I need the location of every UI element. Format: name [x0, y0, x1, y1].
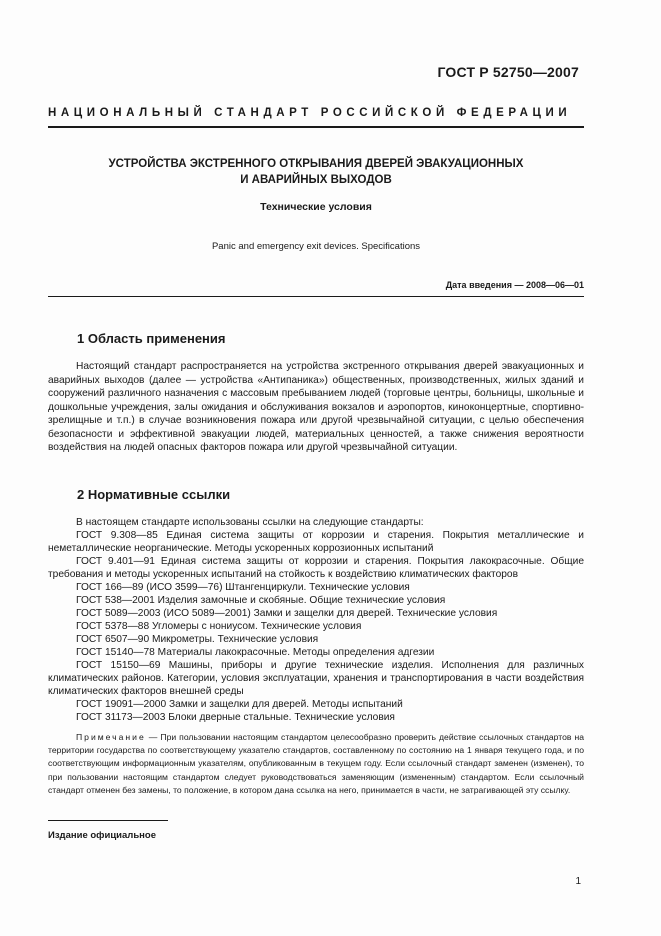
document-number: ГОСТ Р 52750—2007: [437, 64, 579, 80]
reference-item: ГОСТ 31173—2003 Блоки дверные стальные. Технические условия: [76, 712, 395, 723]
section-1-text: Настоящий стандарт распространяется на устройства экстренного открывания дверей эвакуационных и аварийных выходов (далее — устройства «Антипаника») общественных, производственных, жилых зданий и сооружений различного назначения с массовым пребыванием людей (торговые центры, больницы, школьные и дошкольные учреждения, залы ожидания и обслуживания вокзалов и аэропортов, киноконцертные, спортивно-зрелищные и т.п.) в случае возникновения пожара или другой чрезвычайной ситуации, с целью обеспечения безопасности и эффективной эвакуации людей, материальных ценностей, а также снижения вероятности воздействия на людей опасных факторов пожара или другой чрезвычайной ситуации.: [48, 361, 584, 453]
note-label: Примечание: [76, 732, 146, 742]
official-edition-label: Издание официальное: [48, 830, 156, 841]
section-1-heading: 1 Область применения: [77, 331, 226, 346]
reference-item: ГОСТ 15150—69 Машины, приборы и другие технические изделия. Исполнения для различных климатических районов. Категории, условия эксплуатации, хранения и транспортирования в части воздействия климатических факторов внешней среды: [48, 660, 584, 697]
introduction-date: Дата введения — 2008—06—01: [445, 280, 584, 290]
reference-item: ГОСТ 6507—90 Микрометры. Технические условия: [76, 634, 319, 645]
date-rule: [48, 296, 584, 297]
reference-item: ГОСТ 19091—2000 Замки и защелки для дверей. Методы испытаний: [76, 699, 403, 710]
english-title: Panic and emergency exit devices. Specifications: [211, 241, 421, 252]
footer-rule: [48, 820, 168, 821]
reference-item: ГОСТ 9.308—85 Единая система защиты от коррозии и старения. Покрытия металлические и неметаллические неорганические. Методы ускоренных коррозионных испытаний: [48, 530, 584, 554]
reference-item: ГОСТ 166—89 (ИСО 3599—76) Штангенциркули. Технические условия: [76, 582, 410, 593]
references-list: [48, 516, 584, 724]
section-1-paragraph: [48, 360, 584, 455]
document-title: [48, 156, 584, 188]
reference-item: ГОСТ 538—2001 Изделия замочные и скобяные. Общие технические условия: [76, 595, 446, 606]
header-rule: [48, 126, 584, 128]
note-text: — При пользовании настоящим стандартом целесообразно проверить действие ссылочных стандартов на территории государства по соответствующему указателю стандартов, составленному по состоянию на 1 января текущего года, и по соответствующим информационным указателям, опубликованным в текущем году. Если ссылочный стандарт заменен (изменен), то при пользовании настоящим стандартом следует руководствоваться заменяющим (измененным) стандартом. Если ссылочный стандарт отменен без замены, то положение, в котором дана ссылка на него, принимается в части, не затрагивающей эту ссылку.: [48, 732, 584, 795]
page-number: 1: [575, 876, 581, 887]
document-subtitle: Технические условия: [260, 201, 372, 213]
reference-item: ГОСТ 15140—78 Материалы лакокрасочные. Методы определения адгезии: [76, 647, 435, 658]
reference-item: ГОСТ 5089—2003 (ИСО 5089—2001) Замки и защелки для дверей. Технические условия: [76, 608, 498, 619]
reference-item: ГОСТ 9.401—91 Единая система защиты от коррозии и старения. Покрытия лакокрасочные. Общие требования и методы ускоренных испытаний на стойкость к воздействию климатических факторов: [48, 556, 584, 580]
title-line-1: УСТРОЙСТВА ЭКСТРЕННОГО ОТКРЫВАНИЯ ДВЕРЕЙ ЭВАКУАЦИОННЫХ: [108, 158, 524, 170]
references-note: [48, 731, 584, 797]
reference-item: ГОСТ 5378—88 Угломеры с нониусом. Технические условия: [76, 621, 362, 632]
section-2-heading: 2 Нормативные ссылки: [77, 487, 231, 502]
title-line-2: И АВАРИЙНЫХ ВЫХОДОВ: [240, 174, 392, 186]
references-intro: В настоящем стандарте использованы ссылки на следующие стандарты:: [76, 517, 424, 528]
national-standard-banner: НАЦИОНАЛЬНЫЙ СТАНДАРТ РОССИЙСКОЙ ФЕДЕРАЦИИ: [48, 107, 572, 119]
